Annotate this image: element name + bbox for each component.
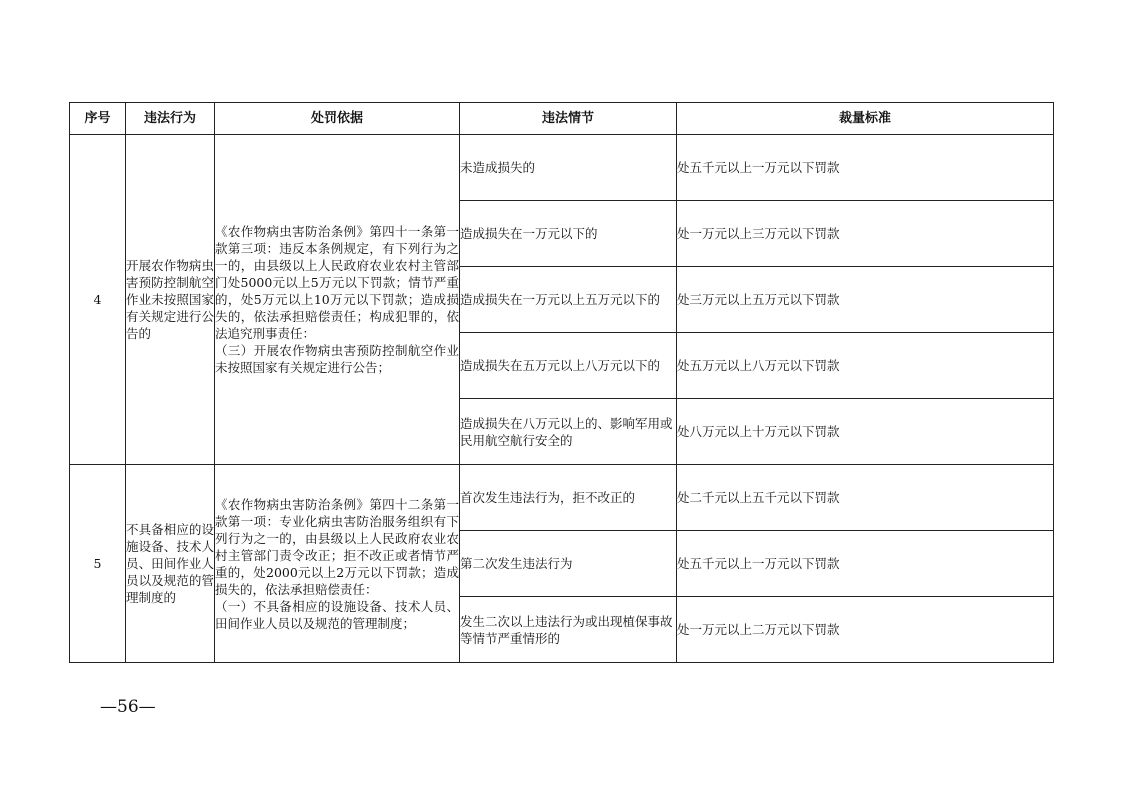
row-violation: 不具备相应的设施设备、技术人员、田间作业人员以及规范的管理制度的 bbox=[126, 465, 215, 663]
row-standard: 处五千元以上一万元以下罚款 bbox=[677, 531, 1054, 597]
row-circumstance: 首次发生违法行为，拒不改正的 bbox=[460, 465, 677, 531]
table-row bbox=[70, 135, 1054, 201]
row-basis bbox=[215, 135, 460, 465]
basis-text: 《农作物病虫害防治条例》第四十一条第一款第三项：违反本条例规定，有下列行为之一的，由县级以上人民政府农业农村主管部门处5000元以上5万元以下罚款；情节严重的，处5万元以上10万元以下罚款；造成损失的，依法承担赔偿责任；构成犯罪的，依法追究刑事责任： bbox=[215, 224, 459, 341]
row-standard: 处一万元以上二万元以下罚款 bbox=[677, 597, 1054, 663]
row-circumstance: 发生二次以上违法行为或出现植保事故等情节严重情形的 bbox=[460, 597, 677, 663]
row-basis bbox=[215, 465, 460, 663]
row-standard: 处三万元以上五万元以下罚款 bbox=[677, 267, 1054, 333]
header-seq: 序号 bbox=[70, 103, 126, 135]
row-circumstance: 造成损失在五万元以上八万元以下的 bbox=[460, 333, 677, 399]
row-seq: 4 bbox=[70, 135, 126, 465]
basis-item: （一）不具备相应的设施设备、技术人员、田间作业人员以及规范的管理制度； bbox=[215, 598, 459, 631]
header-basis: 处罚依据 bbox=[215, 103, 460, 135]
basis-text: 《农作物病虫害防治条例》第四十二条第一款第一项：专业化病虫害防治服务组织有下列行为之一的，由县级以上人民政府农业农村主管部门责令改正；拒不改正或者情节严重的，处2000元以上2万元以下罚款；造成损失的，依法承担赔偿责任： bbox=[215, 496, 459, 597]
row-circumstance: 造成损失在一万元以下的 bbox=[460, 201, 677, 267]
page-number: —56— bbox=[100, 697, 156, 717]
row-standard: 处一万元以上三万元以下罚款 bbox=[677, 201, 1054, 267]
row-circumstance: 第二次发生违法行为 bbox=[460, 531, 677, 597]
header-circumstance: 违法情节 bbox=[460, 103, 677, 135]
row-circumstance: 未造成损失的 bbox=[460, 135, 677, 201]
row-circumstance: 造成损失在一万元以上五万元以下的 bbox=[460, 267, 677, 333]
row-standard: 处八万元以上十万元以下罚款 bbox=[677, 399, 1054, 465]
row-circumstance: 造成损失在八万元以上的、影响军用或民用航空航行安全的 bbox=[460, 399, 677, 465]
row-seq: 5 bbox=[70, 465, 126, 663]
row-standard: 处五万元以上八万元以下罚款 bbox=[677, 333, 1054, 399]
basis-item: （三）开展农作物病虫害预防控制航空作业未按照国家有关规定进行公告； bbox=[215, 343, 459, 375]
table-header-row bbox=[70, 103, 1054, 135]
header-act: 违法行为 bbox=[126, 103, 215, 135]
row-violation: 开展农作物病虫害预防控制航空作业未按照国家有关规定进行公告的 bbox=[126, 135, 215, 465]
table-row bbox=[70, 465, 1054, 531]
penalty-table bbox=[69, 102, 1054, 663]
header-standard: 裁量标准 bbox=[677, 103, 1054, 135]
row-standard: 处二千元以上五千元以下罚款 bbox=[677, 465, 1054, 531]
row-standard: 处五千元以上一万元以下罚款 bbox=[677, 135, 1054, 201]
